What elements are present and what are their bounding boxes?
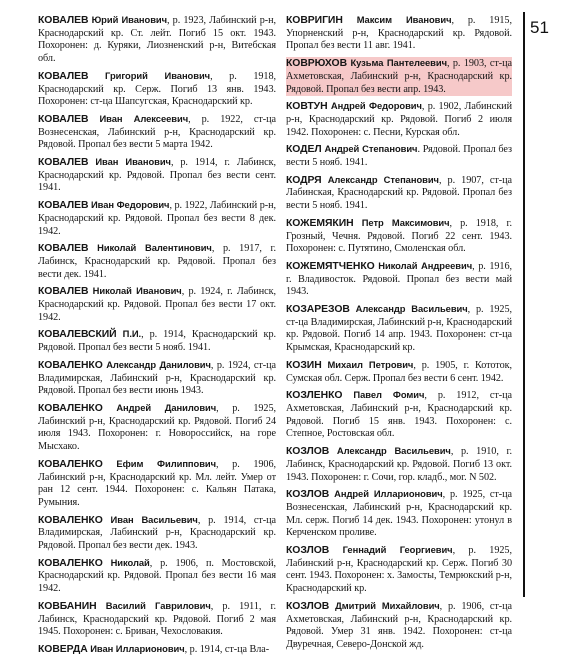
- entry-given-name: Иван Васильевич: [110, 513, 198, 525]
- entry-given-name: Юрий Иванович: [91, 14, 168, 25]
- entry-details: , р. 1911, г. Лабинск, Краснодарский кр. Рядовой. Погиб 2 мая 1945. Похоронен: с. Бриван, Чехословакия.: [38, 600, 277, 638]
- entry: [38, 156, 276, 195]
- entry-given-name: Николай Иванович: [92, 285, 182, 297]
- entry-given-name: Кузьма Пантелеевич: [350, 57, 447, 69]
- entry-surname: КОДРЯ: [286, 174, 322, 186]
- entry-surname: КОВАЛЕНКО: [38, 402, 103, 414]
- entry: [38, 514, 276, 553]
- entry-surname: КОЗЛОВ: [286, 545, 330, 557]
- entry-surname: КОВАЛЕВ: [38, 243, 89, 255]
- entry: [286, 217, 512, 256]
- entry-details: , р. 1925, Лабинский р-н, Краснодарский кр. Серж. Погиб 30 сент. 1943. Похоронен: х. Замосты, Темрюкский р-н, Краснодарский кр.: [286, 545, 512, 595]
- entry-given-name: Максим Иванович: [356, 14, 452, 25]
- entry-given-name: Александр Степанович: [327, 173, 439, 185]
- entry: [286, 14, 512, 53]
- entry-given-name: Василий Гаврилович: [105, 599, 211, 611]
- entry-surname: КОВЕРДА: [38, 643, 88, 655]
- entry: [38, 242, 276, 281]
- entry-surname: КОВАЛЕВ: [38, 70, 89, 82]
- entry-given-name: Александр Васильевич: [336, 445, 451, 457]
- entry-surname: КОВАЛЕВСКИЙ: [38, 329, 117, 341]
- entry-details: , р. 1903, ст-ца Ахметовская, Лабинский р-н, Краснодарский кр. Рядовой. Пропал без вести апр. 1943.: [286, 58, 512, 95]
- entry: [286, 303, 512, 355]
- entry: [38, 643, 276, 657]
- entry: [286, 143, 512, 169]
- entry-details: , р. 1905, г. Кототок, Сумская обл. Серж. Пропал без вести 6 сент. 1942.: [286, 359, 513, 384]
- entry-details: , р. 1925, ст-ца Вознесенская, Лабинский р-н, Краснодарский кр. Мл. серж. Погиб 14 дек. 1943. Похоронен: утонул в Керченском проливе.: [286, 489, 512, 539]
- entry-surname: КОЗЛОВ: [286, 446, 330, 458]
- entry-details: . Рядовой. Пропал без вести 5 нояб. 1941.: [286, 144, 513, 169]
- page-bar: [523, 12, 525, 597]
- entry: [286, 488, 512, 540]
- entry: [38, 113, 276, 152]
- entry-given-name: Петр Максимович: [361, 216, 450, 228]
- page-number: 51: [530, 18, 549, 37]
- entry-given-name: Андрей Илларионович: [334, 488, 443, 500]
- entry-surname: КОЖЕМЯТЧЕНКО: [286, 260, 375, 272]
- entry: [38, 402, 276, 454]
- entry-details: , р. 1910, г. Лабинск, Краснодарский кр. Рядовой. Погиб 13 окт. 1943. Похоронен: г. Сочи, гор. кладб., мог. N 502.: [286, 446, 512, 483]
- entry-details: , р. 1922, ст-ца Вознесенская, Лабинский р-н, Краснодарский кр. Рядовой. Пропал без вести 5 марта 1942.: [38, 113, 276, 151]
- entry-surname: КОВАЛЕВ: [38, 200, 89, 212]
- entry: [38, 199, 276, 238]
- entry: [286, 174, 512, 213]
- entry-details: , р. 1918, Краснодарский кр. Серж. Погиб 13 янв. 1943. Похоронен: ст-ца Шапсугская, Краснодарский кр.: [38, 70, 276, 108]
- left-column: [38, 14, 276, 661]
- right-column: [286, 14, 512, 656]
- entry-details: , р. 1917, г. Лабинск, Краснодарский кр. Рядовой. Пропал без вести дек. 1941.: [38, 243, 276, 280]
- entry-details: , р. 1918, г. Грозный, Чечня. Рядовой. Погиб 22 сент. 1943. Похоронен: с. Путятино, Смоленская обл.: [286, 217, 512, 255]
- entry: [38, 70, 276, 109]
- entry-given-name: Андрей Федорович: [330, 100, 422, 112]
- entry-given-name: Григорий Иванович: [105, 69, 211, 81]
- entry: [286, 100, 512, 139]
- entry-given-name: Николай: [110, 556, 150, 568]
- entry-given-name: Андрей Степанович: [324, 143, 418, 155]
- entry-given-name: Иван Федорович: [90, 199, 170, 211]
- entry: [286, 600, 512, 652]
- entry: [38, 328, 276, 354]
- entry-given-name: П.И.: [122, 328, 142, 340]
- entry-surname: КОЗЛОВ: [286, 489, 330, 501]
- entry-details: , р. 1906, Лабинский р-н, Краснодарский кр. Мл. лейт. Умер от ран 12 сент. 1944. Похоронен: с. Кальян Патака, Румыния.: [38, 458, 277, 508]
- entry-given-name: Дмитрий Михайлович: [335, 599, 440, 611]
- entry: [286, 445, 512, 484]
- entry: [38, 14, 276, 66]
- entry-details: , р. 1924, ст-ца Владимирская, Лабинский р-н, Краснодарский кр. Рядовой. Пропал без вести июнь 1943.: [38, 359, 276, 397]
- entry-details: , р. 1906, ст-ца Ахметовская, Лабинский р-н, Краснодарский кр. Рядовой. Умер 31 янв. 1942. Похоронен: ст-ца Двуречная, Северо-Донской жд.: [286, 600, 512, 650]
- entry: [38, 600, 276, 639]
- entry-given-name: Иван Иванович: [95, 156, 171, 168]
- entry-surname: КОВТУН: [286, 101, 328, 113]
- entry-details: , р. 1914, ст-ца Вла-: [184, 643, 270, 655]
- entry-details: , р. 1906, п. Мостовской, Краснодарский кр. Рядовой. Пропал без вести 16 мая 1942.: [38, 557, 276, 595]
- entry-given-name: Александр Данилович: [106, 358, 211, 370]
- entry: [38, 359, 276, 398]
- entry-given-name: Николай Валентинович: [97, 242, 212, 254]
- entry-details: , р. 1925, ст-ца Владимирская, Лабинский р-н, Краснодарский кр. Рядовой. Погиб 14 апр. 1943. Похоронен: ст-ца Крымская, Краснодарский кр.: [286, 304, 512, 354]
- entry-surname: КОВБАНИН: [38, 600, 97, 612]
- entry-surname: КОВАЛЕНКО: [38, 514, 103, 526]
- entry-given-name: Иван Алексеевич: [99, 112, 189, 124]
- entry-details: , р. 1924, г. Лабинск, Краснодарский кр. Рядовой. Пропал без вести 17 окт. 1942.: [38, 286, 276, 323]
- entry: [286, 260, 512, 299]
- entry-details: , р. 1922, Лабинский р-н, Краснодарский кр. Рядовой. Пропал без вести 8 дек. 1942.: [38, 200, 276, 237]
- entry-given-name: Павел Фомич: [353, 389, 425, 401]
- entry-surname: КОВАЛЕНКО: [38, 359, 103, 371]
- entry-details: , р. 1915, Упорненский р-н, Краснодарский кр. Рядовой. Пропал без вести 11 авг. 1941.: [286, 15, 512, 52]
- entry-surname: КОВРЮХОВ: [286, 58, 348, 70]
- entry-given-name: Николай Андреевич: [378, 259, 473, 271]
- entry: [286, 544, 512, 596]
- entry: [38, 285, 276, 324]
- entry-surname: КОВАЛЕВ: [38, 15, 89, 26]
- entry-details: , р. 1916, г. Владивосток. Рядовой. Пропал без вести май 1943.: [286, 260, 513, 298]
- entry: [286, 359, 512, 385]
- entry-details: , р. 1907, ст-ца Лабинская, Краснодарский кр. Рядовой. Пропал без вести 5 нояб. 1941.: [286, 174, 513, 212]
- entry-surname: КОЗАРЕЗОВ: [286, 304, 350, 316]
- entry-given-name: Геннадий Георгиевич: [342, 544, 453, 556]
- entry-surname: КОЖЕМЯКИН: [286, 217, 354, 229]
- entry-surname: КОВАЛЕНКО: [38, 458, 103, 470]
- entry-details: , р. 1925, Лабинский р-н, Краснодарский кр. Рядовой. Погиб 24 июля 1943. Похоронен: г. Новороссийск, на горе Мысхако.: [38, 402, 276, 453]
- entry: [38, 557, 276, 596]
- entry: [286, 57, 512, 96]
- entry-given-name: Ефим Филиппович: [116, 457, 217, 469]
- entry-details: , р. 1914, г. Лабинск, Краснодарский кр. Рядовой. Пропал без вести сент. 1941.: [38, 157, 276, 194]
- entry-surname: КОВАЛЕВ: [38, 286, 89, 298]
- entry-given-name: Иван Илларионович: [90, 642, 185, 654]
- entry-surname: КОЗЛЕНКО: [286, 390, 343, 402]
- entry-details: , р. 1914, ст-ца Владимирская, Лабинский р-н, Краснодарский кр. Рядовой. Пропал без вести дек. 1943.: [38, 514, 276, 552]
- entry-surname: КОЗЛОВ: [286, 600, 330, 612]
- entry-surname: КОВАЛЕВ: [38, 157, 89, 169]
- entry-details: , р. 1912, ст-ца Ахметовская, Лабинский р-н, Краснодарский кр. Рядовой. Погиб 15 янв. 1943. Похоронен: с. Степное, Ростовская обл.: [286, 390, 513, 440]
- entry-given-name: Михаил Петрович: [327, 358, 414, 370]
- entry-surname: КОЗИН: [286, 359, 322, 371]
- entry-given-name: Андрей Данилович: [116, 401, 217, 413]
- entry-surname: КОВАЛЕВ: [38, 113, 89, 125]
- entry: [286, 389, 512, 441]
- entry-details: , р. 1923, Лабинский р-н, Краснодарский кр. Ст. лейт. Погиб 15 окт. 1943. Похоронен: д. Куряки, Лиозненский р-н, Витебская обл.: [38, 15, 276, 65]
- entry-details: , р. 1902, Лабинский р-н, Краснодарский кр. Рядовой. Погиб 2 июля 1942. Похоронен: с. Песни, Курская обл.: [286, 101, 512, 138]
- entry: [38, 458, 276, 510]
- entry-surname: КОВАЛЕНКО: [38, 557, 103, 569]
- entry-surname: КОДЕЛ: [286, 144, 322, 156]
- entry-details: , р. 1914, Краснодарский кр. Рядовой. Пропал без вести 5 нояб. 1941.: [38, 329, 276, 354]
- entry-surname: КОВРИГИН: [286, 15, 343, 26]
- entry-given-name: Александр Васильевич: [355, 303, 468, 315]
